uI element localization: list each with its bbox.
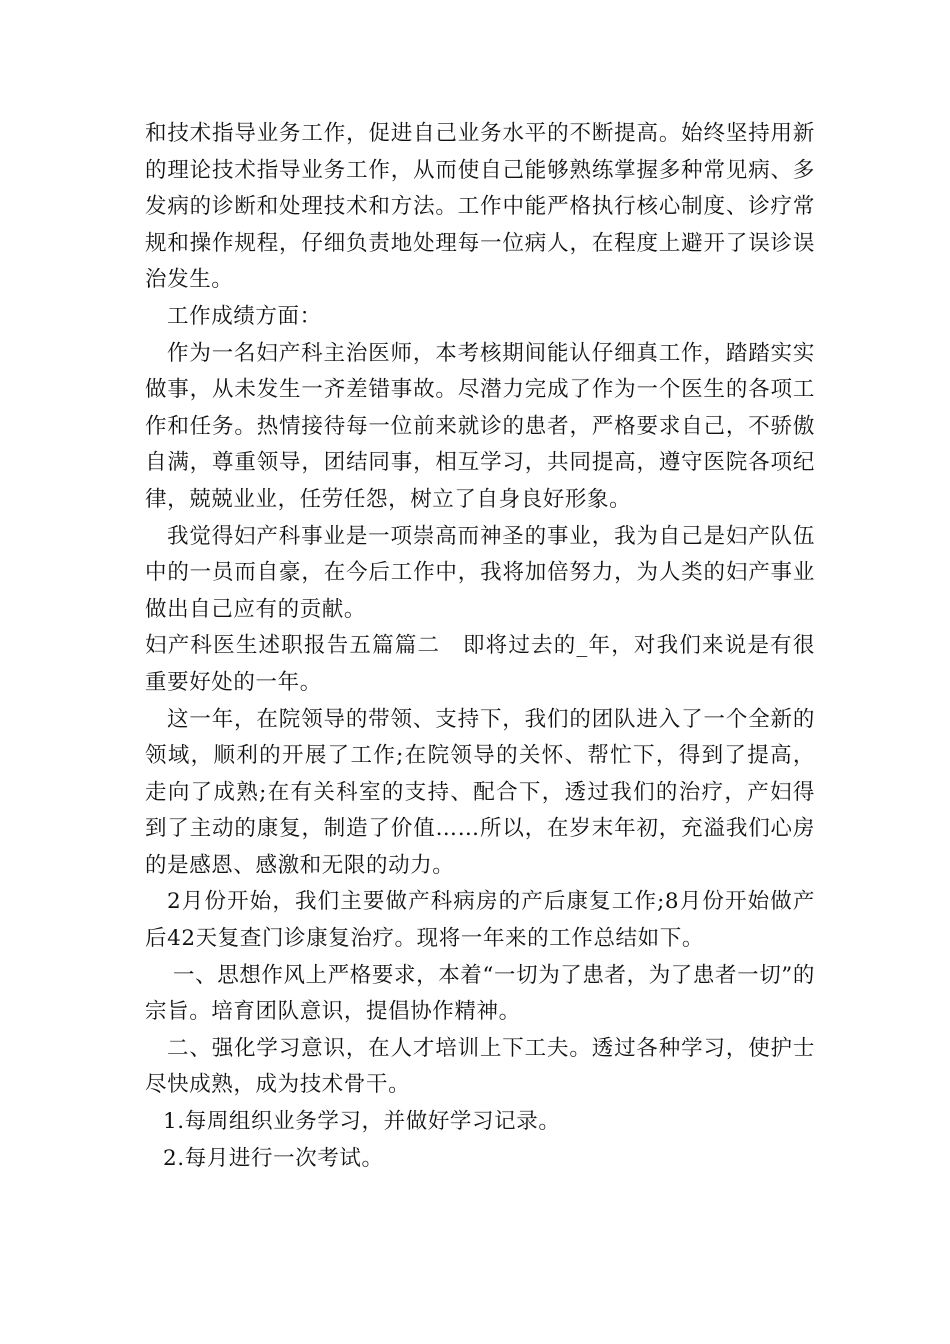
- section-heading-achievements: 工作成绩方面：: [167, 303, 322, 329]
- document-body: [145, 116, 815, 1177]
- sub-item-monthly-exam: 2.每月进行一次考试。: [163, 1145, 384, 1171]
- paragraph-career-reflection: 我觉得妇产科事业是一项崇高而神圣的事业，我为自己是妇产队伍中的一员而自豪，在今后工作中，我将加倍努力，为人类的妇产事业做出自己应有的贡献。: [145, 523, 815, 622]
- paragraph-achievements: 作为一名妇产科主治医师，本考核期间能认仔细真工作，踏踏实实做事，从未发生一齐差错事故。尽潜力完成了作为一个医生的各项工作和任务。热情接待每一位前来就诊的患者，严格要求自己，不骄傲自满，尊重领导，团结同事，相互学习，共同提高，遵守医院各项纪律，兢兢业业，任劳任怨，树立了自身良好形象。: [145, 340, 815, 512]
- report-section-two-heading: 妇产科医生述职报告五篇篇二 即将过去的_年，对我们来说是有很重要好处的一年。: [145, 633, 815, 695]
- list-item-work-style: 一、思想作风上严格要求，本着“一切为了患者，为了患者一切”的宗旨。培育团队意识，提倡协作精神。: [145, 962, 815, 1025]
- paragraph-year-review: 这一年，在院领导的带领、支持下，我们的团队进入了一个全新的领域，顺利的开展了工作;在院领导的关怀、帮忙下，得到了提高，走向了成熟;在有关科室的支持、配合下，透过我们的治疗，产妇得到了主动的康复，制造了价值……所以，在岁末年初，充溢我们心房的是感恩、感激和无限的动力。: [145, 706, 815, 878]
- paragraph-work-timeline: 2月份开始，我们主要做产科病房的产后康复工作;8月份开始做产后42天复查门诊康复治疗。现将一年来的工作总结如下。: [145, 889, 815, 952]
- paragraph-continuation: 和技术指导业务工作，促进自己业务水平的不断提高。始终坚持用新的理论技术指导业务工作，从而使自己能够熟练掌握多种常见病、多发病的诊断和处理技术和方法。工作中能严格执行核心制度、诊疗常规和操作规程，仔细负责地处理每一位病人，在程度上避开了误诊误治发生。: [145, 121, 815, 293]
- list-item-learning: 二、强化学习意识，在人才培训上下工夫。透过各种学习，使护士尽快成熟，成为技术骨干。: [145, 1035, 815, 1098]
- sub-item-weekly-study: 1.每周组织业务学习，并做好学习记录。: [163, 1109, 561, 1135]
